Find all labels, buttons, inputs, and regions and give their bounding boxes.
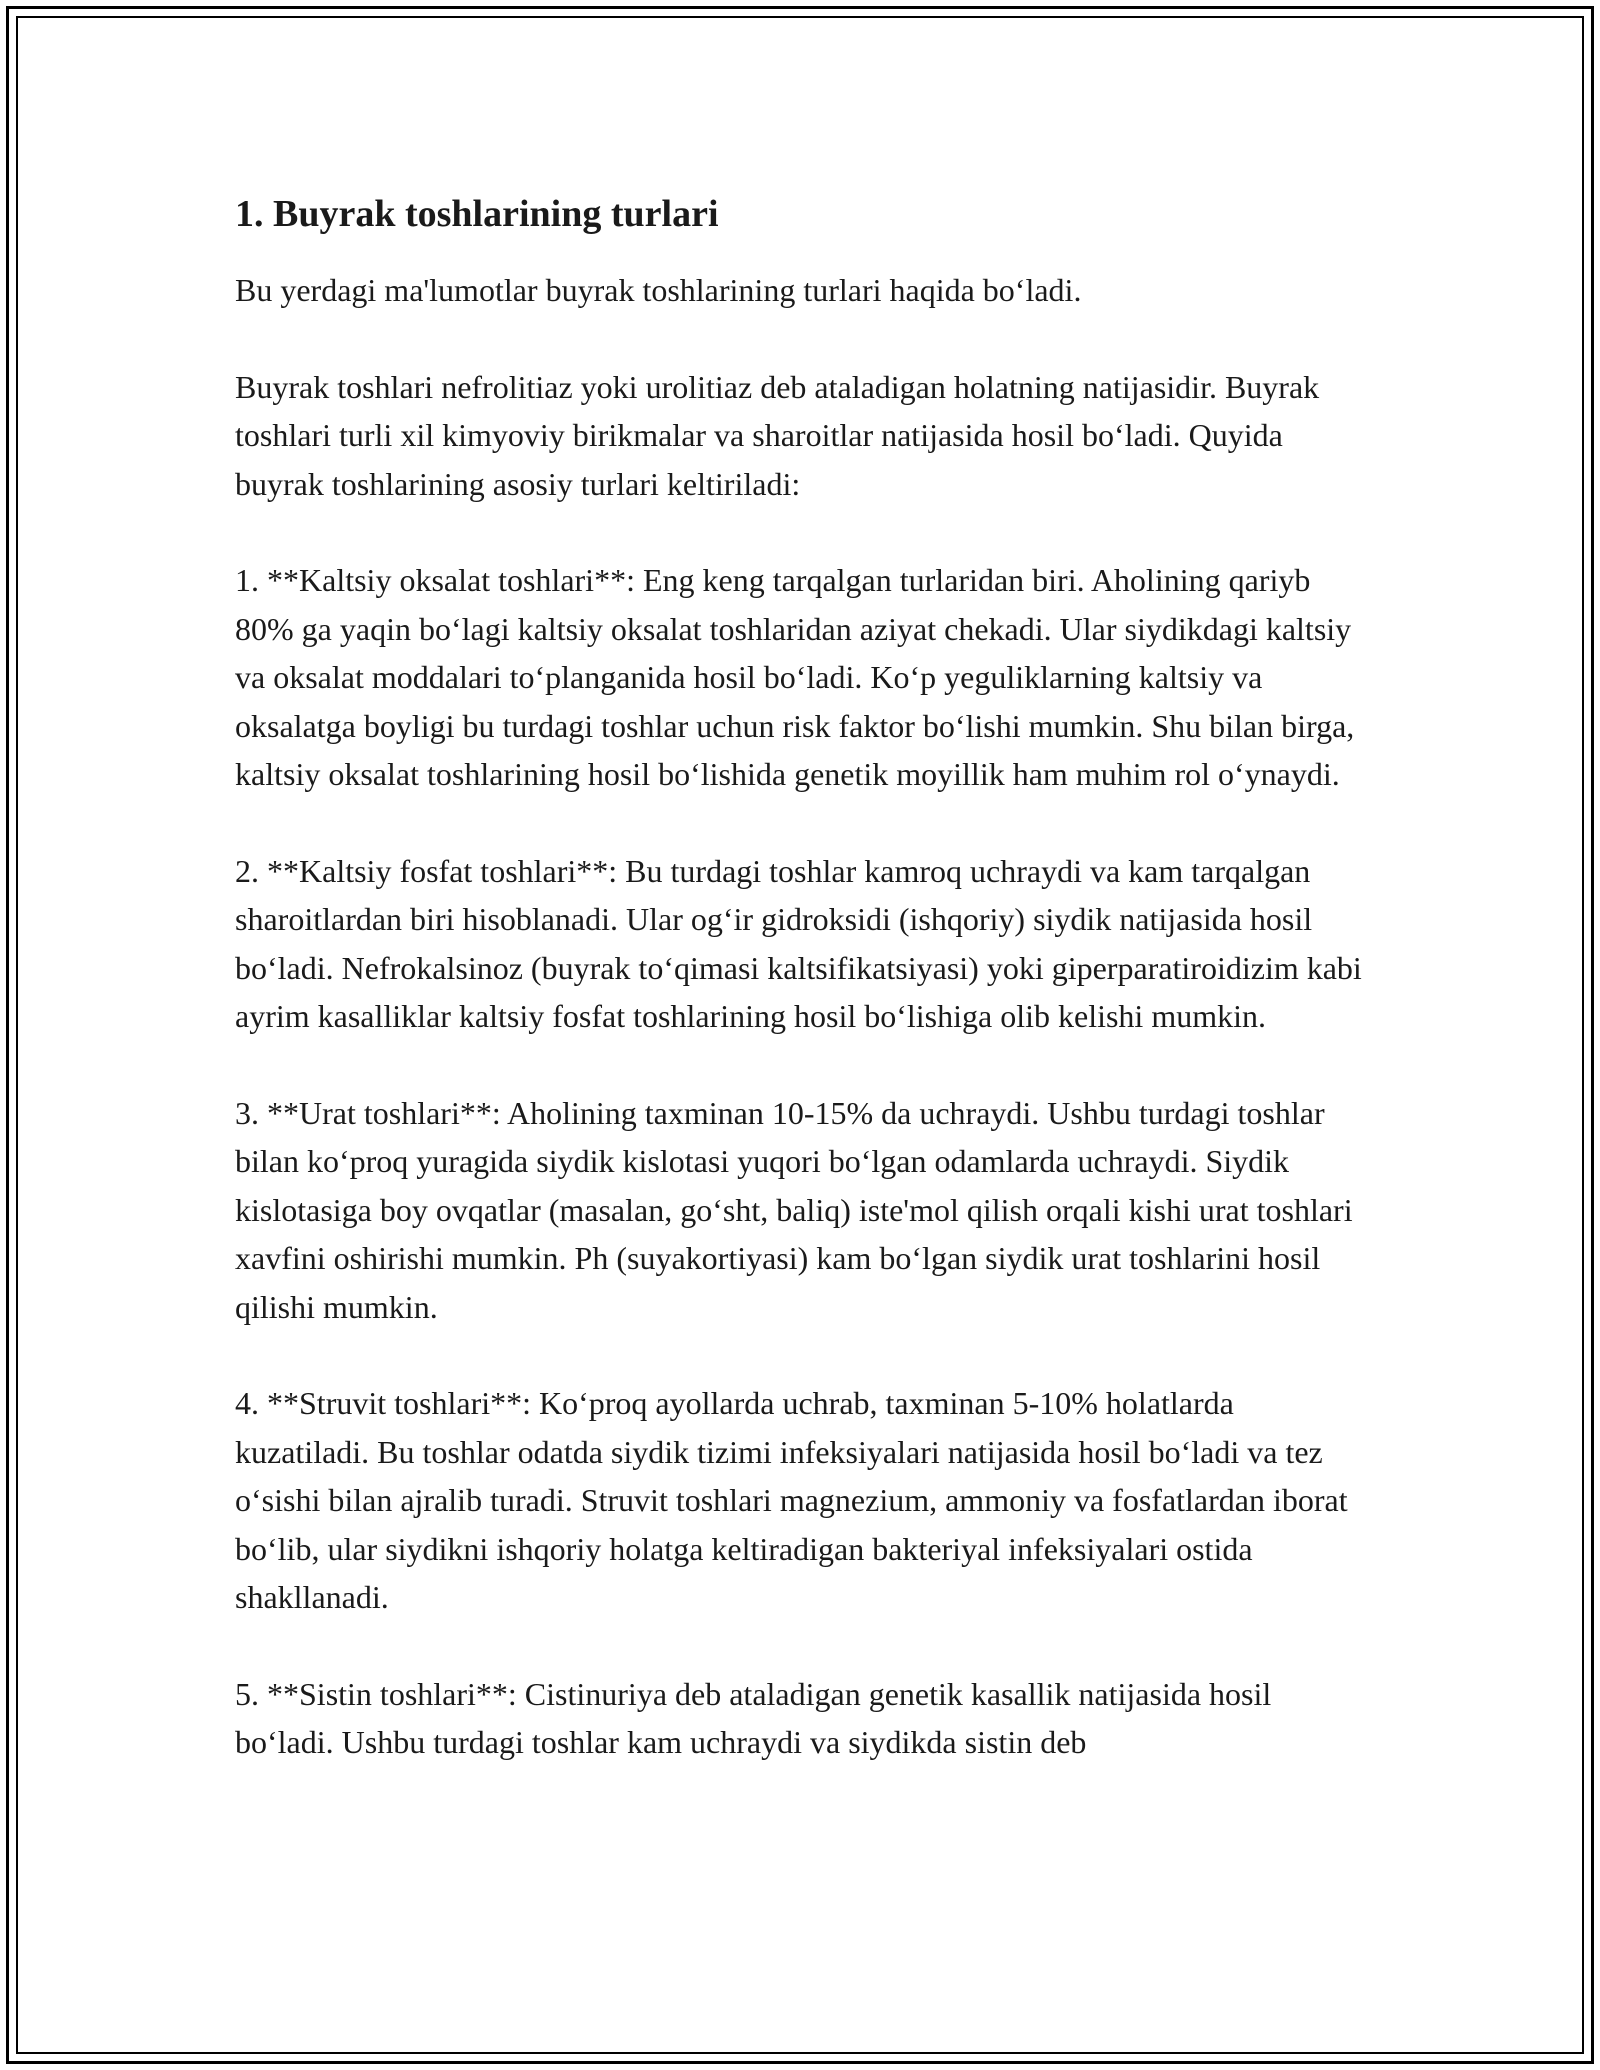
paragraph-calcium-phosphate: 2. **Kaltsiy fosfat toshlari**: Bu turdagi toshlar kamroq uchraydi va kam tarqalgan sharoitlardan biri hisoblanadi. Ular ogʻir gidroksidi (ishqoriy) siydik natijasida hosil boʻladi. Nefrokalsinoz (buyrak toʻqimasi kaltsifikatsiyasi) yoki giperparatiroidizim kabi ayrim kasalliklar kaltsiy fosfat toshlarining hosil boʻlishiga olib kelishi mumkin.: [235, 852, 1362, 1034]
paragraph-cystine: 5. **Sistin toshlari**: Cistinuriya deb ataladigan genetik kasallik natijasida hosil boʻladi. Ushbu turdagi toshlar kam uchraydi va siydikda sistin deb: [235, 1675, 1272, 1760]
document-body: [235, 188, 1375, 1815]
paragraph-calcium-oxalate: 1. **Kaltsiy oksalat toshlari**: Eng keng tarqalgan turlaridan biri. Aholining qariyb 80% ga yaqin boʻlagi kaltsiy oksalat toshlaridan aziyat chekadi. Ular siydikdagi kaltsiy va oksalat moddalari toʻplanganida hosil boʻladi. Koʻp yeguliklarning kaltsiy va oksalatga boyligi bu turdagi toshlar uchun risk faktor boʻlishi mumkin. Shu bilan birga, kaltsiy oksalat toshlarining hosil boʻlishida genetik moyillik ham muhim rol oʻynaydi.: [235, 562, 1355, 792]
document-title: 1. Buyrak toshlarining turlari: [235, 193, 719, 235]
paragraph-intro: Bu yerdagi ma'lumotlar buyrak toshlarining turlari haqida boʻladi.: [235, 272, 1082, 308]
paragraph-urate: 3. **Urat toshlari**: Aholining taxminan 10-15% da uchraydi. Ushbu turdagi toshlar bilan koʻproq yuragida siydik kislotasi yuqori boʻlgan odamlarda uchraydi. Siydik kislotasiga boy ovqatlar (masalan, goʻsht, baliq) iste'mol qilish orqali kishi urat toshlari xavfini oshirishi mumkin. Ph (suyakortiyasi) kam boʻlgan siydik urat toshlarini hosil qilishi mumkin.: [235, 1094, 1353, 1325]
paragraph-struvite: 4. **Struvit toshlari**: Koʻproq ayollarda uchrab, taxminan 5-10% holatlarda kuzatiladi. Bu toshlar odatda siydik tizimi infeksiyalari natijasida hosil boʻladi va tez oʻsishi bilan ajralib turadi. Struvit toshlari magnezium, ammoniy va fosfatlardan iborat boʻlib, ular siydikni ishqoriy holatga keltiradigan bakteriyal infeksiyalari ostida shakllanadi.: [235, 1385, 1348, 1615]
paragraph-overview: Buyrak toshlari nefrolitiaz yoki urolitiaz deb ataladigan holatning natijasidir. Buyrak toshlari turli xil kimyoviy birikmalar va sharoitlar natijasida hosil boʻladi. Quyida buyrak toshlarining asosiy turlari keltiriladi:: [235, 368, 1320, 502]
